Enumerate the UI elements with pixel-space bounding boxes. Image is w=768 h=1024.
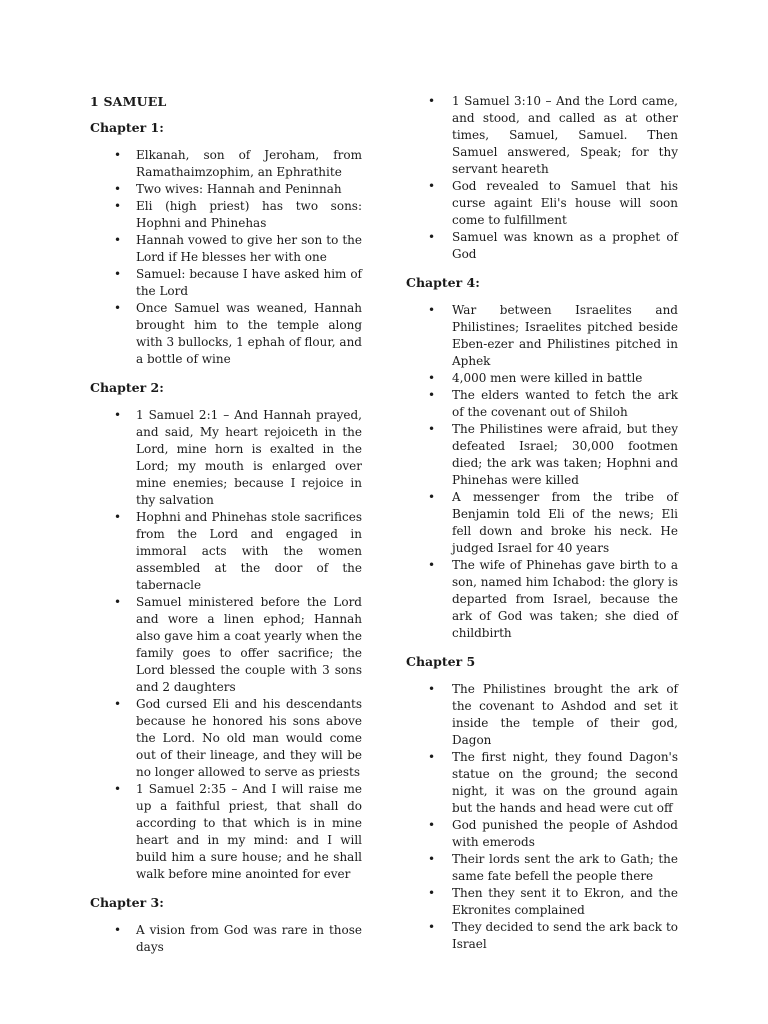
chapter-heading: Chapter 3:: [90, 895, 164, 910]
chapter-heading: Chapter 1:: [90, 120, 164, 135]
bullet-list: [90, 147, 362, 368]
list-item: • A vision from God was rare in those days: [90, 922, 362, 956]
list-item: • 1 Samuel 3:10 – And the Lord came, and stood, and called as at other times, Samuel, Samuel. Then Samuel answered, Speak; for thy servant heareth: [406, 93, 678, 178]
left-column: [90, 94, 362, 968]
list-item: • War between Israelites and Philistines; Israelites pitched beside Eben-ezer and Philistines pitched in Aphek: [406, 302, 678, 370]
list-item: • The wife of Phinehas gave birth to a son, named him Ichabod: the glory is departed from Israel, because the ark of God was taken; she died of childbirth: [406, 557, 678, 642]
list-item: • They decided to send the ark back to Israel: [406, 919, 678, 953]
list-item: • 4,000 men were killed in battle: [406, 370, 678, 387]
bullet-list: [90, 407, 362, 883]
list-item: • Elkanah, son of Jeroham, from Ramathaimzophim, an Ephrathite: [90, 147, 362, 181]
list-item: • The first night, they found Dagon's statue on the ground; the second night, it was on the ground again but the hands and head were cut off: [406, 749, 678, 817]
bullet-list: [406, 681, 678, 953]
bullet-list: [90, 922, 362, 956]
list-item: • Their lords sent the ark to Gath; the same fate befell the people there: [406, 851, 678, 885]
document-title: 1 SAMUEL: [90, 94, 167, 109]
list-item: • God revealed to Samuel that his curse againt Eli's house will soon come to fulfillment: [406, 178, 678, 229]
chapter-heading: Chapter 4:: [406, 275, 480, 290]
list-item: • Samuel: because I have asked him of the Lord: [90, 266, 362, 300]
list-item: • Then they sent it to Ekron, and the Ekronites complained: [406, 885, 678, 919]
list-item: • The elders wanted to fetch the ark of the covenant out of Shiloh: [406, 387, 678, 421]
list-item: • God punished the people of Ashdod with emerods: [406, 817, 678, 851]
list-item: • Samuel ministered before the Lord and wore a linen ephod; Hannah also gave him a coat yearly when the family goes to offer sacrifice; the Lord blessed the couple with 3 sons and 2 daughters: [90, 594, 362, 696]
chapter-heading: Chapter 2:: [90, 380, 164, 395]
list-item: • Hannah vowed to give her son to the Lord if He blesses her with one: [90, 232, 362, 266]
list-item: • Hophni and Phinehas stole sacrifices from the Lord and engaged in immoral acts with the women assembled at the door of the tabernacle: [90, 509, 362, 594]
chapter-heading: Chapter 5: [406, 654, 476, 669]
list-item: • Eli (high priest) has two sons: Hophni and Phinehas: [90, 198, 362, 232]
list-item: • A messenger from the tribe of Benjamin told Eli of the news; Eli fell down and broke his neck. He judged Israel for 40 years: [406, 489, 678, 557]
list-item: • 1 Samuel 2:35 – And I will raise me up a faithful priest, that shall do according to that which is in mine heart and in my mind: and I will build him a sure house; and he shall walk before mine anointed for ever: [90, 781, 362, 883]
list-item: • God cursed Eli and his descendants because he honored his sons above the Lord. No old man would come out of their lineage, and they will be no longer allowed to serve as priests: [90, 696, 362, 781]
list-item: • The Philistines brought the ark of the covenant to Ashdod and set it inside the temple of their god, Dagon: [406, 681, 678, 749]
list-item: • 1 Samuel 2:1 – And Hannah prayed, and said, My heart rejoiceth in the Lord, mine horn is exalted in the Lord; my mouth is enlarged over mine enemies; because I rejoice in thy salvation: [90, 407, 362, 509]
list-item: • Samuel was known as a prophet of God: [406, 229, 678, 263]
bullet-list: [406, 302, 678, 642]
list-item: • Two wives: Hannah and Peninnah: [90, 181, 362, 198]
right-column: [406, 93, 678, 965]
list-item: • Once Samuel was weaned, Hannah brought him to the temple along with 3 bullocks, 1 ephah of flour, and a bottle of wine: [90, 300, 362, 368]
list-item: • The Philistines were afraid, but they defeated Israel; 30,000 footmen died; the ark was taken; Hophni and Phinehas were killed: [406, 421, 678, 489]
bullet-list: [406, 93, 678, 263]
